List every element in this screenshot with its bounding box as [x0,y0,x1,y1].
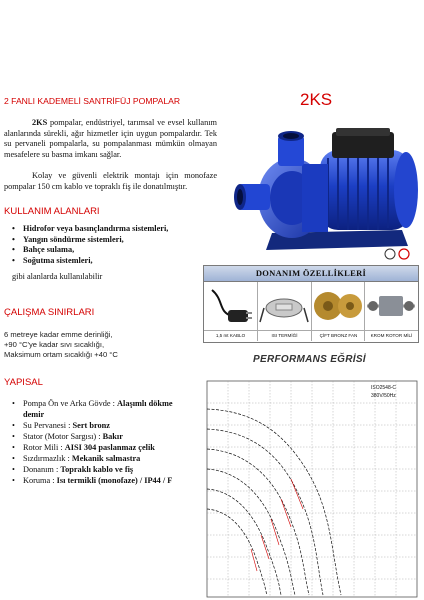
list-item: • Koruma : Isı termikli (monofaze) / IP44 / F [12,475,192,486]
limits-heading: ÇALIŞMA SINIRLARI [4,307,95,318]
page-heading: 2 FANLI KADEMELİ SANTRİFÜJ POMPALAR [4,96,181,106]
structure-list [12,398,192,486]
equipment-caption: ISI TERMİĞİ [257,330,311,341]
list-item: • Bahçe sulama, [12,245,212,256]
performance-title: PERFORMANS EĞRİSİ [253,354,366,365]
equipment-caption: ÇİFT BRONZ FAN [311,330,365,341]
list-item: • Stator (Motor Sargısı) : Bakır [12,431,192,442]
performance-chart [191,349,424,600]
thermal-image [257,282,310,330]
thermal-protector-icon [258,282,310,330]
list-item: • Hidrofor veya basınçlandırma sistemleri, [12,224,212,235]
equipment-panel [203,265,419,343]
usage-list [12,224,212,266]
list-item: • Soğutma sistemleri, [12,256,212,267]
limit-line: 6 metreye kadar emme derinliği, [4,330,113,339]
limit-line: +90 °C'ye kadar sıvı sıcaklığı, [4,340,105,349]
limits-text [4,330,194,360]
model-title: 2KS [300,90,333,109]
impeller-image [311,282,364,330]
usage-note: gibi alanlarda kullanılabilir [12,272,103,281]
intro-paragraph-1 [4,118,217,160]
performance-curves [191,349,424,600]
intro-text: pompalar, endüstriyel, tarımsal ve evsel kullanım alanlarında sürekli, ağır hizmetler için uygun pompalardır. Tek su pervaneli pompalarla, su pompalanması mümkün olmayan mesafelere su basma imkanı sağlar. [4,118,217,159]
intro-model-bold: 2KS [32,118,48,127]
list-item: • Su Pervanesi : Sert bronz [12,420,192,431]
equipment-caption: 1,5 mt KABLO [204,330,257,341]
rotor-shaft-icon [365,282,417,330]
bronze-impeller-icon [312,282,364,330]
pump-image [232,118,424,265]
list-item: • Rotor Mili : AISI 304 paslanmaz çelik [12,442,192,453]
list-item: • Sızdırmazlık : Mekanik salmastra [12,453,192,464]
equipment-caption: KROM ROTOR MİLİ [364,330,418,341]
usage-heading: KULLANIM ALANLARI [4,206,100,217]
plug-icon [204,282,256,330]
limit-line: Maksimum ortam sıcaklığı +40 °C [4,350,118,359]
intro-paragraph-2: Kolay ve güvenli elektrik montajı için monofaze pompalar 150 cm kablo ve topraklı fiş ile donatılmıştır. [4,171,217,191]
performance-standard: ISO2548-C [371,385,397,391]
performance-spec: 380V/50Hz [371,393,396,399]
list-item: • Yangın söndürme sistemleri, [12,235,212,246]
pump-illustration [232,118,424,265]
equipment-title: DONANIM ÖZELLİKLERİ [204,266,418,282]
cable-image [204,282,256,330]
list-item: • Donanım : Topraklı kablo ve fiş [12,464,192,475]
rotor-image [364,282,417,330]
list-item: • Pompa Ön ve Arka Gövde : Alaşımlı dökme demir [12,398,192,420]
structure-heading: YAPISAL [4,377,43,388]
